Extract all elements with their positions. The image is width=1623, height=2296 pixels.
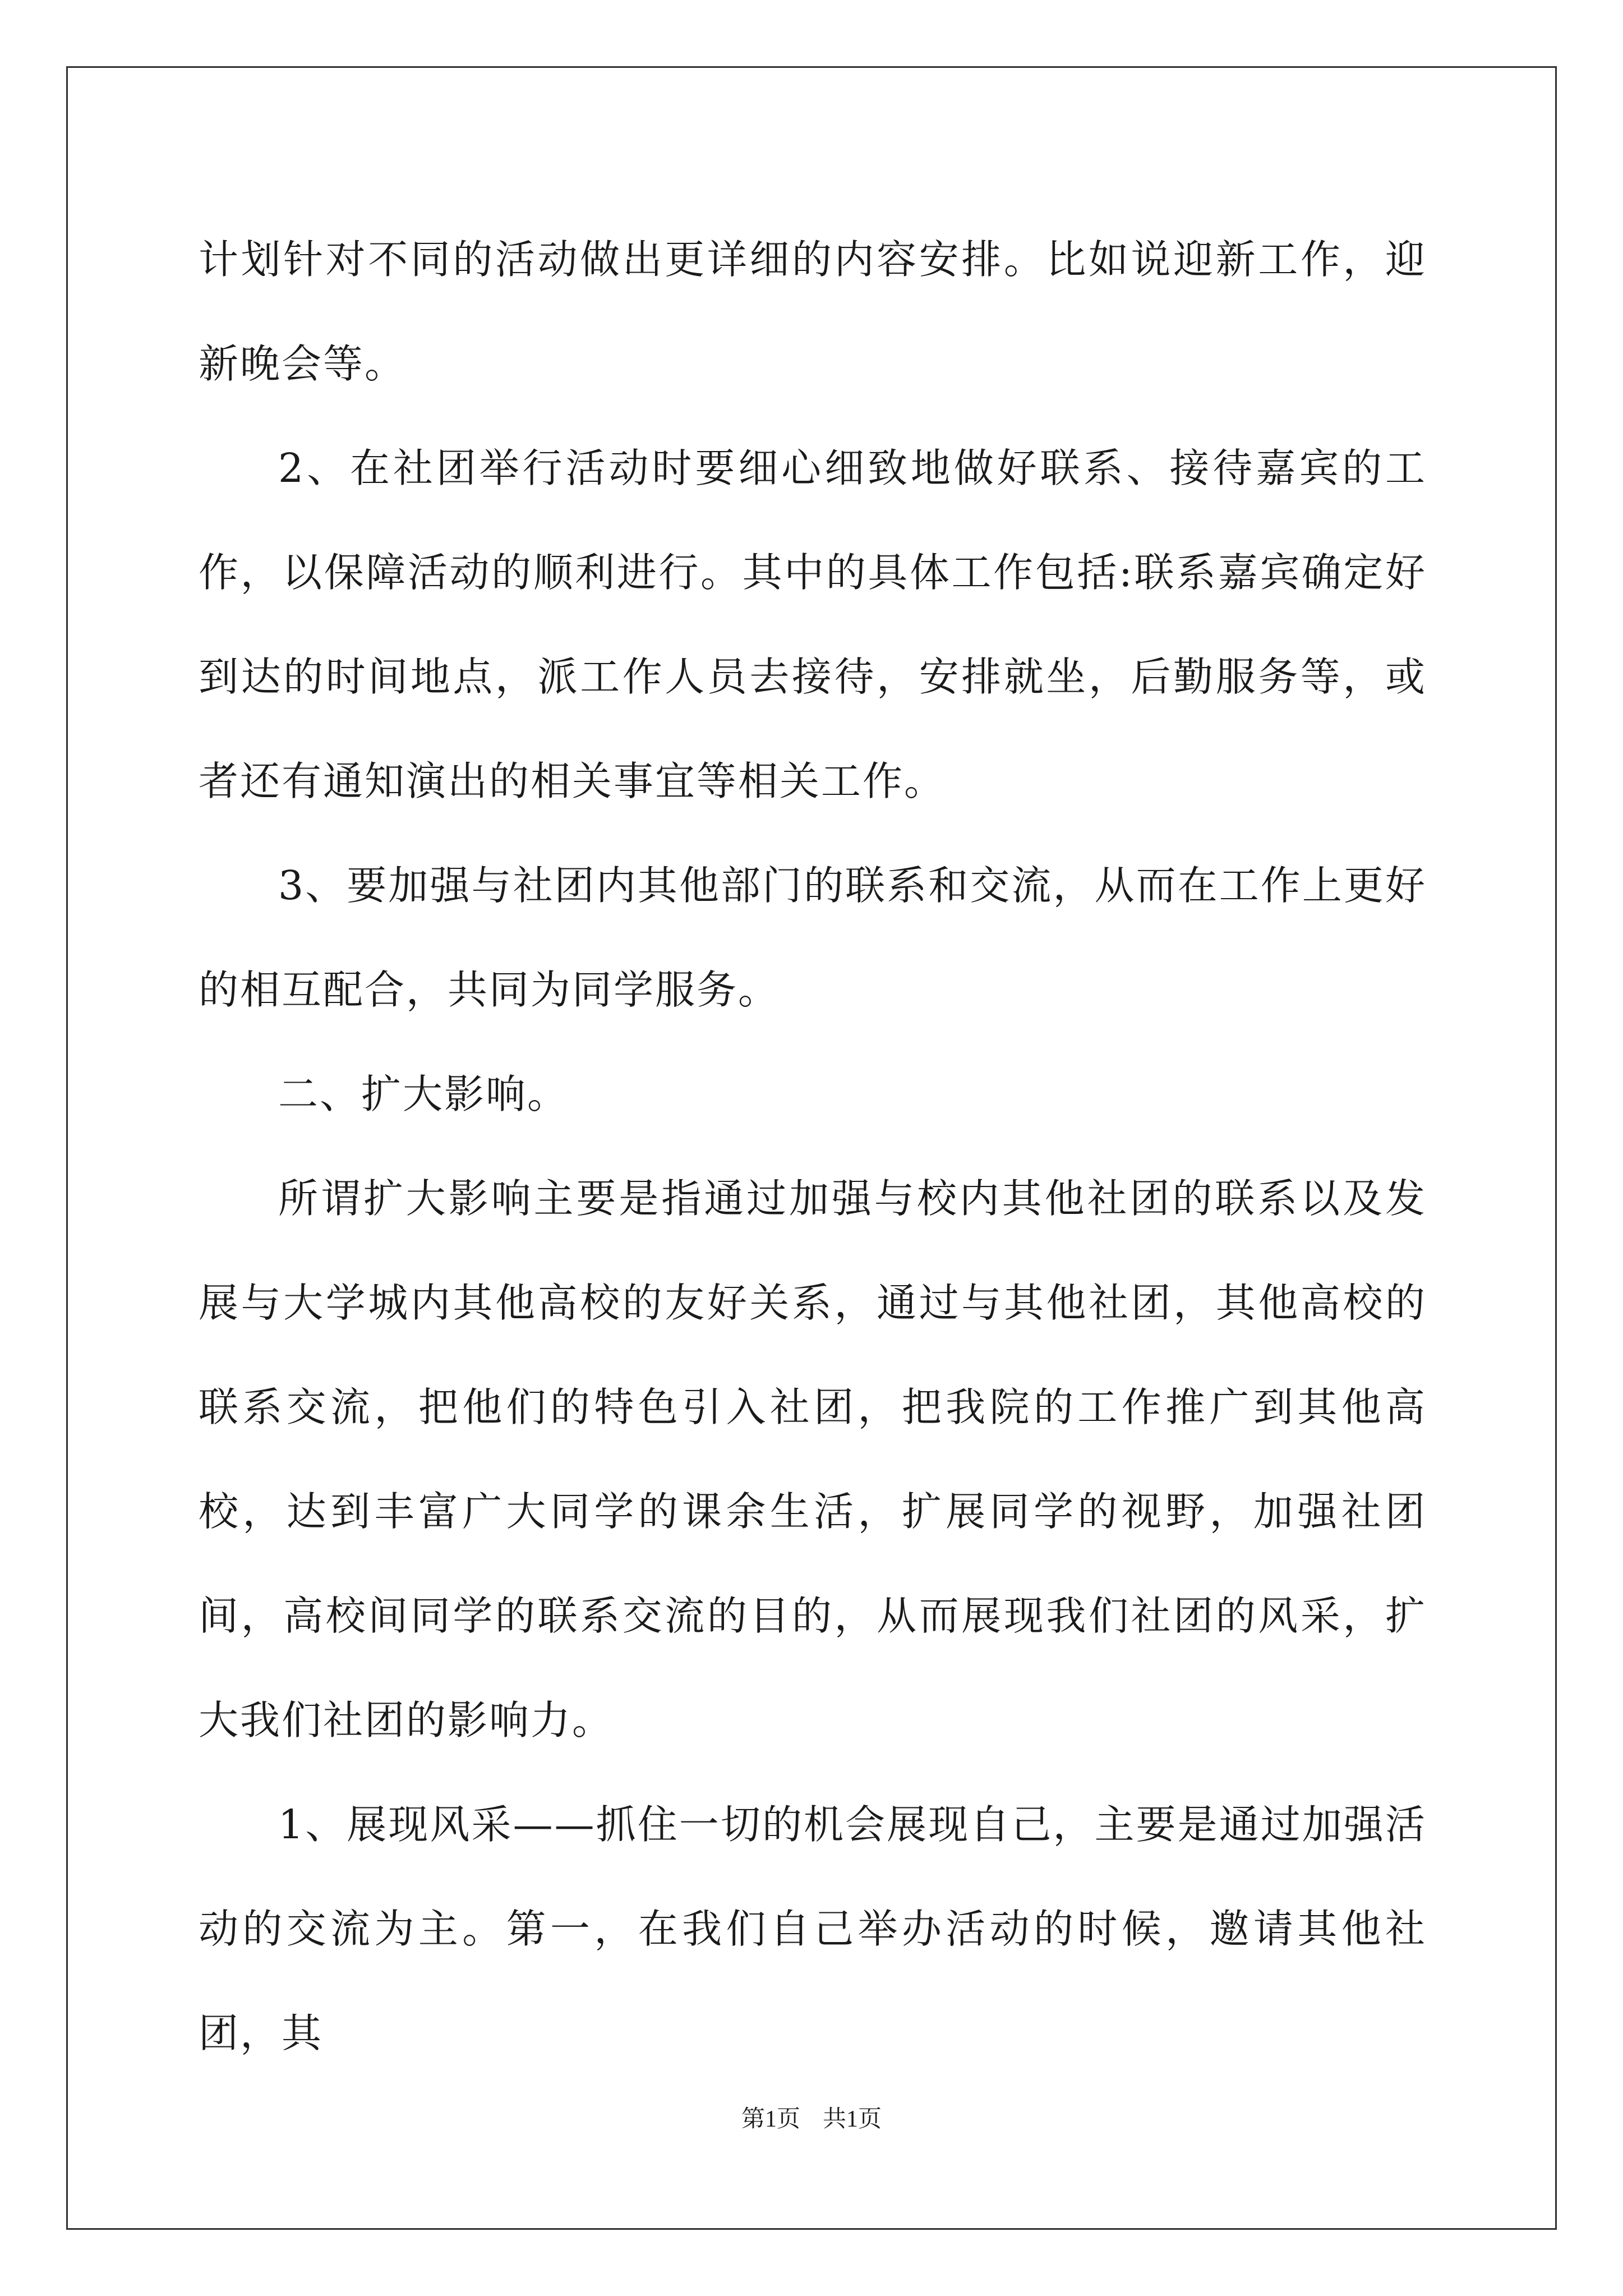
paragraph: 所谓扩大影响主要是指通过加强与校内其他社团的联系以及发展与大学城内其他高校的友好关系，通过与其他社团，其他高校的联系交流，把他们的特色引入社团，把我院的工作推广到其他高校，达到丰富广大同学的课余生活，扩展同学的视野，加强社团间，高校间同学的联系交流的目的，从而展现我们社团的风采，扩大我们社团的影响力。 bbox=[199, 1175, 1427, 1743]
paragraph: 1、展现风采——抓住一切的机会展现自己，主要是通过加强活动的交流为主。第一，在我们自己举办活动的时候，邀请其他社团，其 bbox=[199, 1801, 1427, 2056]
section-heading: 二、扩大影响。 bbox=[278, 1071, 569, 1117]
page-footer bbox=[0, 2102, 1623, 2136]
paragraph: 3、要加强与社团内其他部门的联系和交流，从而在工作上更好的相互配合，共同为同学服务。 bbox=[199, 862, 1427, 1013]
paragraph: 计划针对不同的活动做出更详细的内容安排。比如说迎新工作，迎新晚会等。 bbox=[199, 236, 1427, 387]
paragraph: 2、在社团举行活动时要细心细致地做好联系、接待嘉宾的工作，以保障活动的顺利进行。其中的具体工作包括:联系嘉宾确定好到达的时间地点，派工作人员去接待，安排就坐，后勤服务等，或者还有通知演出的相关事宜等相关工作。 bbox=[199, 445, 1427, 804]
page-total: 共1页 bbox=[823, 2106, 882, 2132]
page-number: 第1页 bbox=[741, 2106, 800, 2132]
document-body bbox=[199, 208, 1427, 2086]
